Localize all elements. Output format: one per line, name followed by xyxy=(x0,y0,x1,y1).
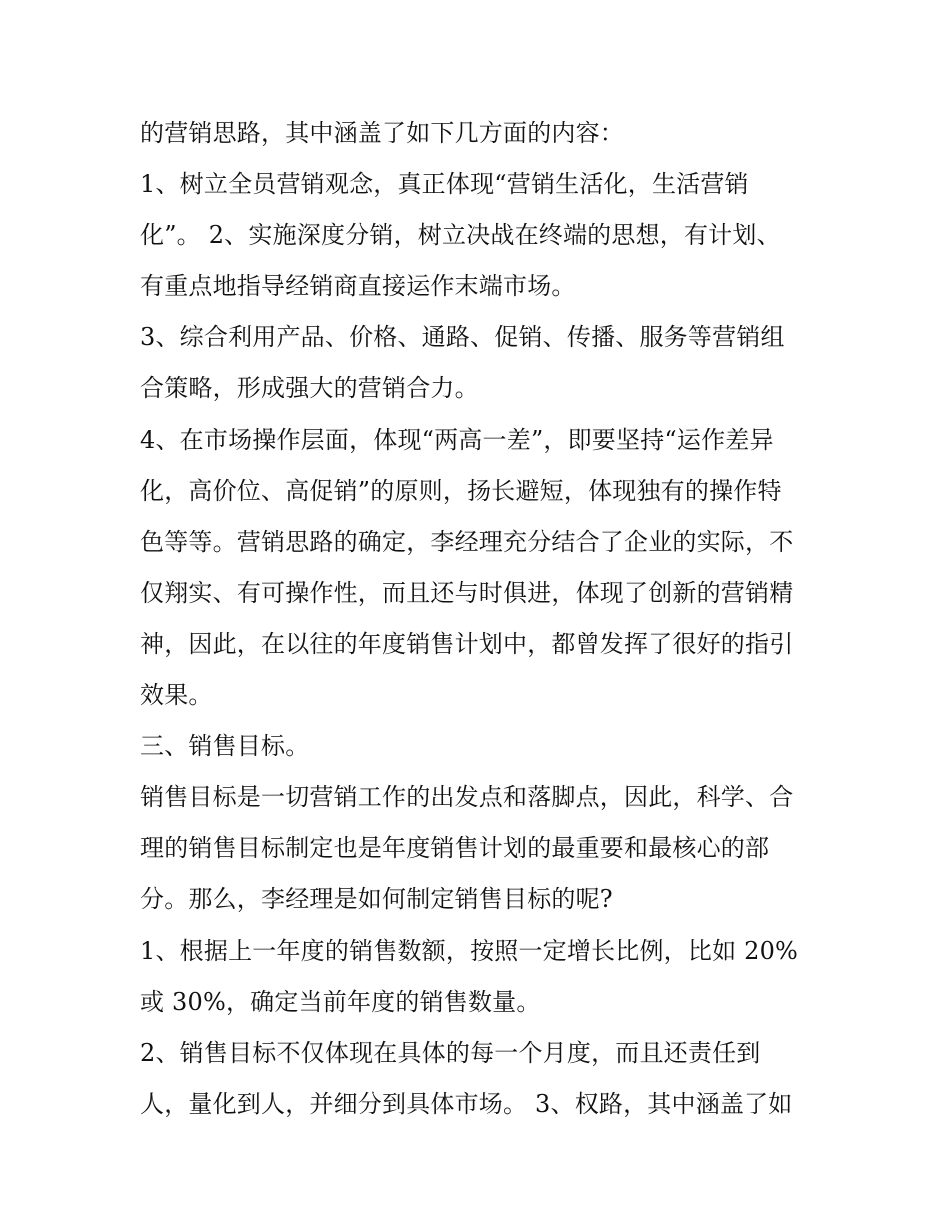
text-line: 仅翔实、有可操作性，而且还与时俱进，体现了创新的营销精 xyxy=(140,578,794,607)
body-text xyxy=(140,108,820,1130)
section-heading: 三、销售目标。 xyxy=(140,732,310,761)
text-line: 效果。 xyxy=(140,681,213,710)
text-line: 理的销售目标制定也是年度销售计划的最重要和最核心的部 xyxy=(140,834,770,863)
text-line: 化”。 2、实施深度分销，树立决战在终端的思想，有计划、 xyxy=(140,221,781,250)
text-line: 色等等。营销思路的确定，李经理充分结合了企业的实际，不 xyxy=(140,527,794,556)
text-line: 4、在市场操作层面，体现“两高一差”，即要坚持“运作差异 xyxy=(140,425,774,454)
text-line: 1、根据上一年度的销售数额，按照一定增长比例，比如 20% xyxy=(140,936,799,965)
text-line: 神，因此，在以往的年度销售计划中，都曾发挥了很好的指引 xyxy=(140,629,794,658)
text-line: 或 30%，确定当前年度的销售数量。 xyxy=(140,987,541,1016)
text-line: 化，高价位、高促销”的原则，扬长避短，体现独有的操作特 xyxy=(140,476,782,505)
text-line: 1、树立全员营销观念，真正体现“营销生活化，生活营销 xyxy=(140,170,749,199)
text-line: 销售目标是一切营销工作的出发点和落脚点，因此，科学、合 xyxy=(140,783,794,812)
text-line: 合策略，形成强大的营销合力。 xyxy=(140,374,479,403)
text-line: 的营销思路，其中涵盖了如下几方面的内容： xyxy=(140,119,624,147)
text-line: 3、综合利用产品、价格、通路、促销、传播、服务等营销组 xyxy=(140,323,785,352)
text-line: 分。那么，李经理是如何制定销售目标的呢? xyxy=(140,885,613,914)
text-line: 人，量化到人，并细分到具体市场。 3、权路，其中涵盖了如 xyxy=(140,1089,793,1118)
text-line: 有重点地指导经销商直接运作末端市场。 xyxy=(140,272,576,301)
text-line: 2、销售目标不仅体现在具体的每一个月度，而且还责任到 xyxy=(140,1038,761,1067)
